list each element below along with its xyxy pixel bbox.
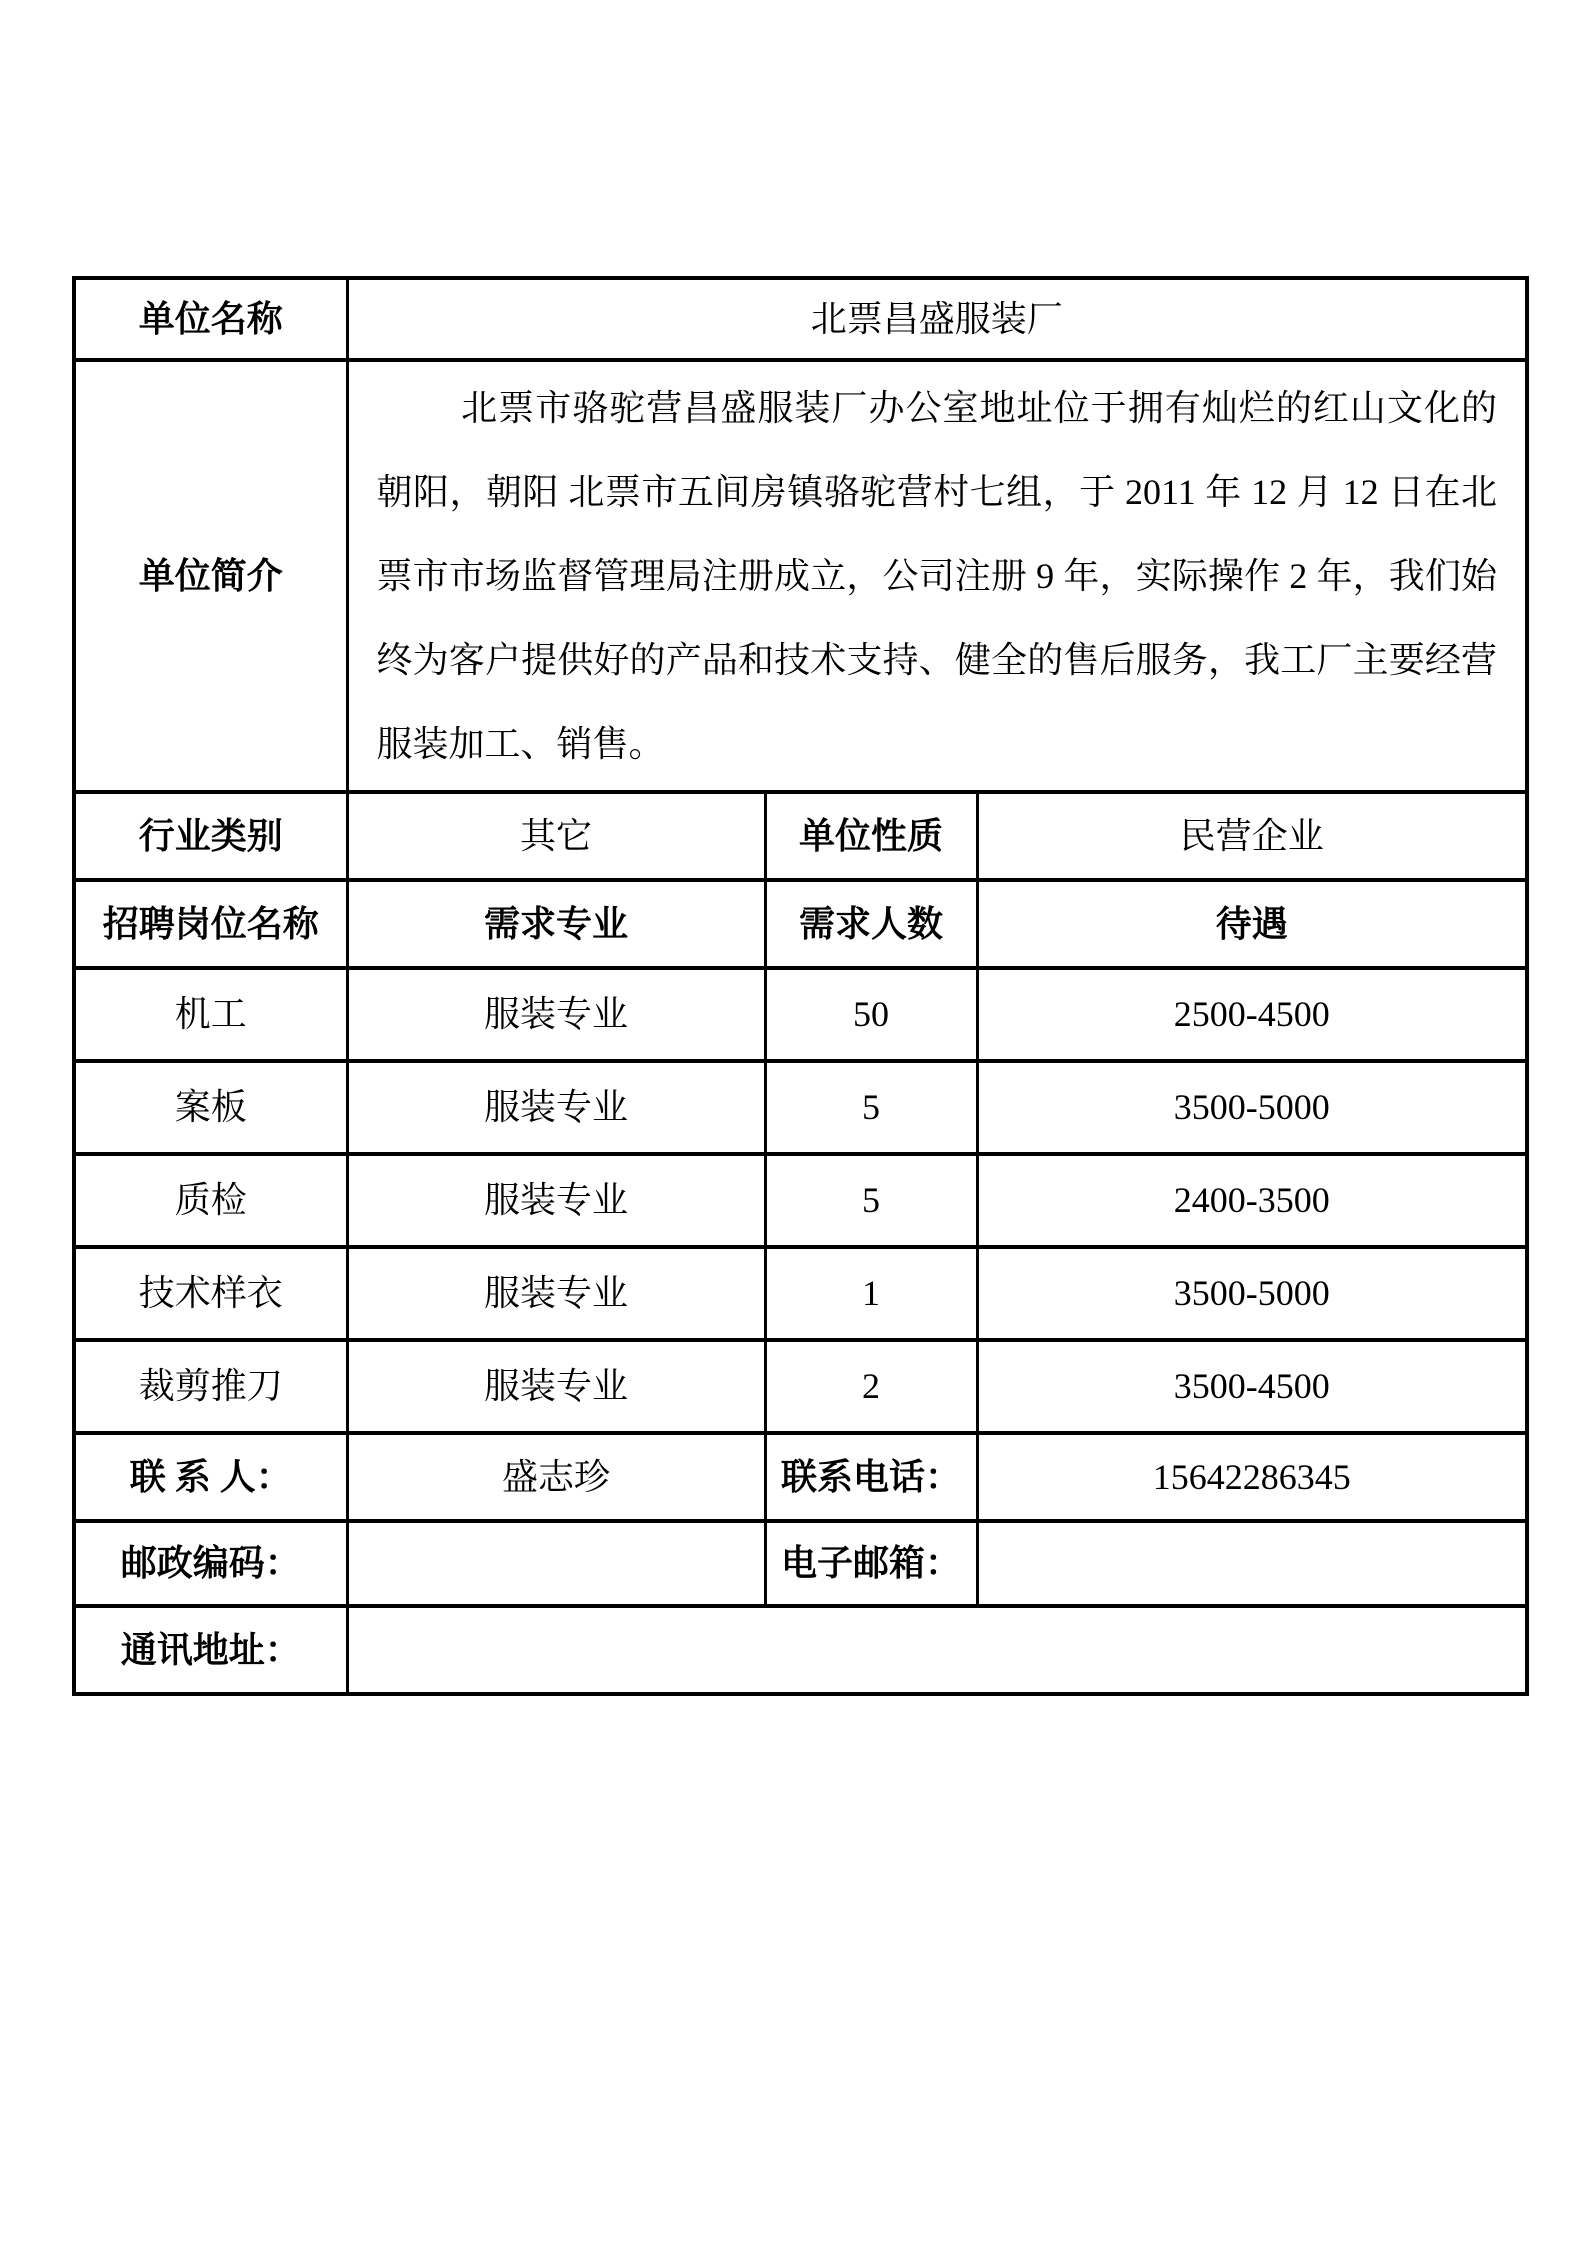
unit-nature-label: 单位性质 xyxy=(765,792,977,880)
position-count: 1 xyxy=(765,1247,977,1340)
contact-person-label: 联 系 人： xyxy=(74,1433,347,1521)
contact-person-value: 盛志珍 xyxy=(347,1433,765,1521)
company-intro-cell xyxy=(347,360,1527,792)
position-salary: 2500-4500 xyxy=(977,968,1527,1061)
position-salary: 3500-5000 xyxy=(977,1061,1527,1154)
recruitment-form-table xyxy=(72,276,1529,1696)
position-row xyxy=(74,1154,1527,1247)
position-name: 质检 xyxy=(74,1154,347,1247)
position-row xyxy=(74,1340,1527,1433)
position-name: 案板 xyxy=(74,1061,347,1154)
company-name-row xyxy=(74,278,1527,360)
position-major: 服装专业 xyxy=(347,968,765,1061)
industry-row xyxy=(74,792,1527,880)
position-row xyxy=(74,1061,1527,1154)
position-name: 机工 xyxy=(74,968,347,1061)
positions-header-row xyxy=(74,880,1527,968)
header-major: 需求专业 xyxy=(347,880,765,968)
address-row xyxy=(74,1606,1527,1694)
position-salary: 3500-4500 xyxy=(977,1340,1527,1433)
header-salary: 待遇 xyxy=(977,880,1527,968)
email-label: 电子邮箱： xyxy=(765,1521,977,1606)
header-position: 招聘岗位名称 xyxy=(74,880,347,968)
contact-phone-label: 联系电话： xyxy=(765,1433,977,1521)
position-count: 5 xyxy=(765,1061,977,1154)
company-intro-label: 单位简介 xyxy=(74,360,347,792)
postcode-label: 邮政编码： xyxy=(74,1521,347,1606)
position-salary: 3500-5000 xyxy=(977,1247,1527,1340)
address-value xyxy=(347,1606,1527,1694)
position-major: 服装专业 xyxy=(347,1154,765,1247)
position-row xyxy=(74,968,1527,1061)
position-name: 裁剪推刀 xyxy=(74,1340,347,1433)
company-intro-row xyxy=(74,360,1527,792)
industry-label: 行业类别 xyxy=(74,792,347,880)
unit-nature-value: 民营企业 xyxy=(977,792,1527,880)
position-count: 2 xyxy=(765,1340,977,1433)
industry-value: 其它 xyxy=(347,792,765,880)
position-count: 5 xyxy=(765,1154,977,1247)
postcode-email-row xyxy=(74,1521,1527,1606)
contact-row xyxy=(74,1433,1527,1521)
position-name: 技术样衣 xyxy=(74,1247,347,1340)
company-intro-text: 北票市骆驼营昌盛服装厂办公室地址位于拥有灿烂的红山文化的朝阳，朝阳 北票市五间房镇骆驼营村七组，于 2011 年 12 月 12 日在北票市市场监督管理局注册成立，公司注册 9 年，实际操作 2 年，我们始终为客户提供好的产品和技术支持、健全的售后服务，我工厂主要经营服装加工、销售。 xyxy=(376,388,1498,764)
contact-phone-value: 15642286345 xyxy=(977,1433,1527,1521)
header-count: 需求人数 xyxy=(765,880,977,968)
position-salary: 2400-3500 xyxy=(977,1154,1527,1247)
address-label: 通讯地址： xyxy=(74,1606,347,1694)
postcode-value xyxy=(347,1521,765,1606)
company-name-value: 北票昌盛服装厂 xyxy=(347,278,1527,360)
company-name-label: 单位名称 xyxy=(74,278,347,360)
position-major: 服装专业 xyxy=(347,1061,765,1154)
position-major: 服装专业 xyxy=(347,1247,765,1340)
position-major: 服装专业 xyxy=(347,1340,765,1433)
position-count: 50 xyxy=(765,968,977,1061)
position-row xyxy=(74,1247,1527,1340)
email-value xyxy=(977,1521,1527,1606)
